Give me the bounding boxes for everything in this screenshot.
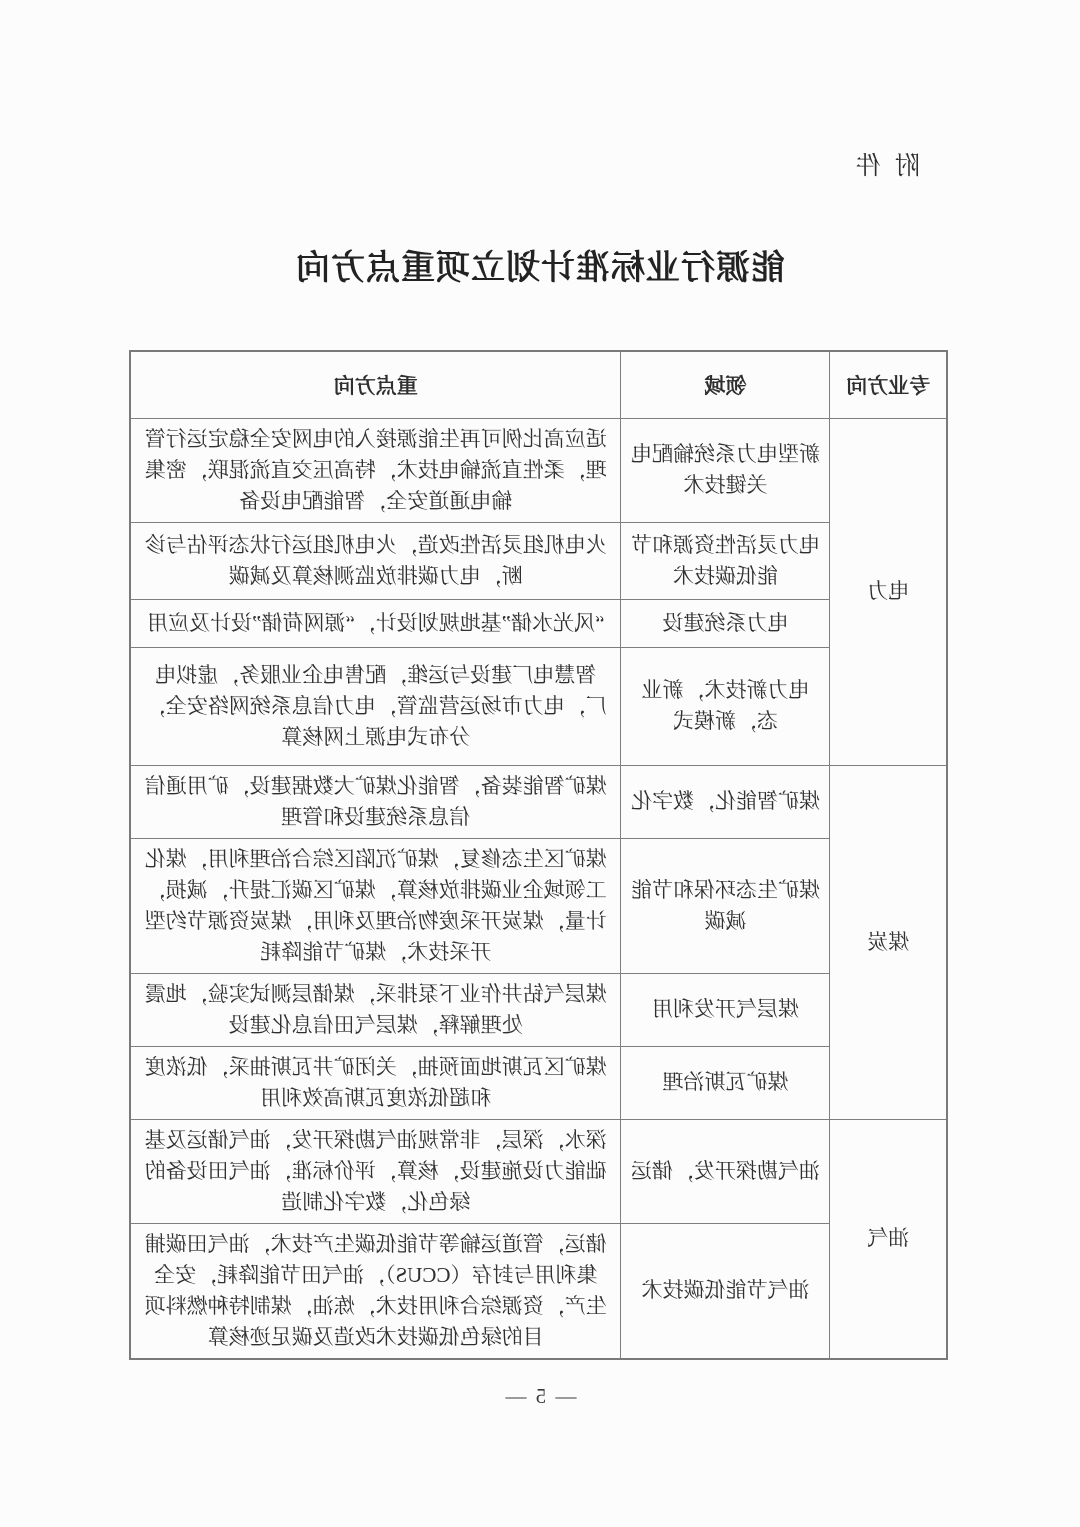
directions-cell: 智慧电厂建设与运维，配售电企业服务，虚拟电厂，电力市场运营监管，电力信息系统网络安全，分布式电源上网核算 — [130, 647, 621, 765]
directions-cell: 煤矿区生态修复，煤矿沉陷区综合治理利用，煤化工领域企业碳排放核算，煤矿区碳汇提升，减损，计量，煤炭开采废物治理及利用，煤炭资源节约型开采技术，煤矿节能降耗 — [130, 838, 621, 973]
document-title: 能源行业标准计划立项重点方向 — [295, 250, 785, 287]
table-row — [130, 418, 947, 522]
directions-cell: 煤矿智能装备，智能化煤矿大数据建设，矿用通信信息系统建设和管理 — [130, 765, 621, 838]
field-cell: 煤矿生态环保和节能减碳 — [621, 838, 830, 973]
field-cell: 新型电力系统输配电关键技术 — [621, 418, 830, 522]
field-cell: 煤矿智能化，数字化 — [621, 765, 830, 838]
directions-cell: 适应高比例可再生能源接入的电网安全稳定运行管理，柔性直流输电技术，特高压交直流混联，密集输电通道安全，智能配电设备 — [130, 418, 621, 522]
category-cell-oil-gas: 油气 — [830, 1119, 947, 1359]
field-cell: 油气节能低碳技术 — [621, 1223, 830, 1359]
table-row — [130, 973, 947, 1046]
page-number: — 5 — — [503, 1384, 577, 1408]
field-cell: 煤层气开发利用 — [621, 973, 830, 1046]
table-header-row — [130, 351, 947, 418]
directions-cell: 储运，管道运输等节能低碳生产技术，油气田碳捕集利用与封存（CCUS），油气田节能降耗，安全生产，资源综合利用技术，炼油，煤制特种燃料项目的绿色低碳技术改造及碳足迹核算 — [130, 1223, 621, 1359]
table-row — [130, 599, 947, 647]
field-cell: 煤矿瓦斯治理 — [621, 1046, 830, 1119]
category-cell-coal: 煤炭 — [830, 765, 947, 1119]
directions-cell: 深水，深层，非常规油气勘探开发，油气储运及基础能力设施建设，核算，评价标准，油气田设备的绿色化，数字化制造 — [130, 1119, 621, 1223]
field-cell: 电力系统建设 — [621, 599, 830, 647]
table-row — [130, 1046, 947, 1119]
field-cell: 电力灵活性资源和节能低碳技术 — [621, 522, 830, 599]
field-cell: 油气勘探开发，储运 — [621, 1119, 830, 1223]
table-row — [130, 1223, 947, 1359]
directions-cell: 煤层气钻井作业下泵排采，煤储层测试实验，地震处理解释，煤层气田信息化建设 — [130, 973, 621, 1046]
directions-cell: 煤矿区瓦斯地面预抽，关闭矿井瓦斯抽采，低浓度和超低浓度瓦斯高效利用 — [130, 1046, 621, 1119]
table-row — [130, 522, 947, 599]
table-row — [130, 1119, 947, 1223]
field-cell: 电力新技术，新业态，新模式 — [621, 647, 830, 765]
directions-cell: “风光水储”基地规划设计，“源网荷储”设计及应用 — [130, 599, 621, 647]
table-row — [130, 765, 947, 838]
header-directions: 重点方向 — [130, 351, 621, 418]
header-field: 领域 — [621, 351, 830, 418]
table-row — [130, 838, 947, 973]
category-cell-electric-power: 电力 — [830, 418, 947, 765]
attachment-label: 附 件 — [851, 153, 920, 180]
header-specialty: 专业方向 — [830, 351, 947, 418]
directions-cell: 火电机组灵活性改造，火电机组运行状态评估与诊断，电力碳排放监测核算及减碳 — [130, 522, 621, 599]
table-row — [130, 647, 947, 765]
key-directions-table — [129, 350, 948, 1360]
